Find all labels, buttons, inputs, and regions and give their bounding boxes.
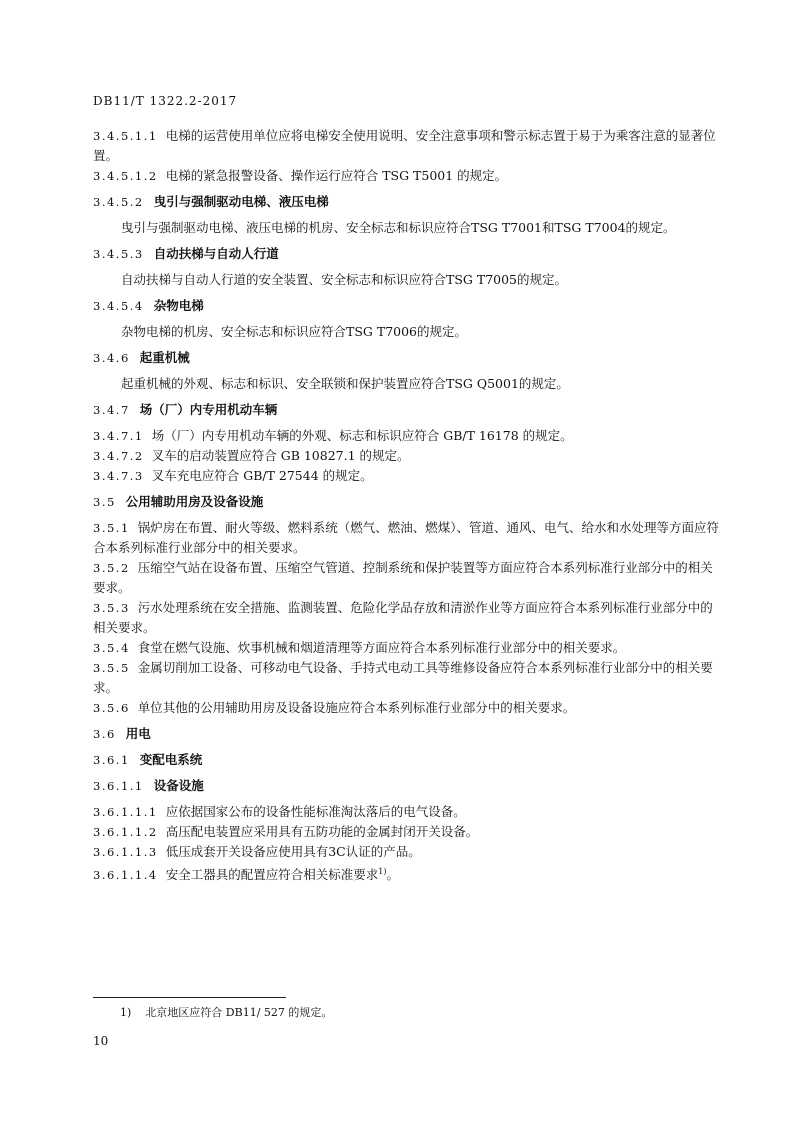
page-number: 10 [93, 1034, 109, 1048]
clause-text: 安全工器具的配置应符合相关标准要求 [165, 867, 379, 883]
footnote-divider [93, 997, 286, 998]
clause-item [93, 698, 721, 718]
paragraph: 起重机械的外观、标志和标识、安全联锁和保护装置应符合TSG Q5001的规定。 [121, 376, 569, 391]
section-number: 3.4.5.4 [93, 299, 144, 313]
clause-text: 污水处理系统在安全措施、监测装置、危险化学品存放和清淤作业等方面应符合本系列标准行业部分中的相关要求。 [93, 600, 713, 635]
clause-item [93, 466, 721, 486]
paragraph: 曳引与强制驱动电梯、液压电梯的机房、安全标志和标识应符合TSG T7001和TSG T7004的规定。 [121, 220, 676, 235]
clause-number: 3.4.7.1 [93, 429, 144, 443]
clause-item [93, 658, 721, 698]
footnote-number: 1) [120, 1006, 132, 1019]
clause-number: 3.4.7.3 [93, 469, 144, 483]
section-number: 3.4.5.3 [93, 247, 144, 261]
clause-item [93, 598, 721, 638]
clause-text: 应依据国家公布的设备性能标准淘汰落后的电气设备。 [165, 804, 466, 819]
clause-text: 电梯的紧急报警设备、操作运行应符合 TSG T5001 的规定。 [165, 168, 508, 183]
clause-text: 低压成套开关设备应使用具有3C认证的产品。 [165, 844, 421, 859]
clause-number: 3.6.1.1.3 [93, 845, 158, 859]
section-title: 自动扶梯与自动人行道 [153, 246, 279, 261]
clause-text: 叉车的启动装置应符合 GB 10827.1 的规定。 [151, 448, 410, 463]
clause-text: 压缩空气站在设备布置、压缩空气管道、控制系统和保护装置等方面应符合本系列标准行业部分中的相关要求。 [93, 560, 713, 595]
paragraph: 杂物电梯的机房、安全标志和标识应符合TSG T7006的规定。 [121, 324, 468, 339]
clause-number: 3.5.6 [93, 701, 130, 715]
clause-item [93, 518, 721, 558]
section-heading [93, 400, 721, 420]
clause-number: 3.4.5.1.2 [93, 169, 158, 183]
clause-text: 高压配电装置应采用具有五防功能的金属封闭开关设备。 [165, 824, 479, 839]
clause-item [93, 446, 721, 466]
clause-number: 3.4.7.2 [93, 449, 144, 463]
section-heading [93, 776, 721, 796]
footnote-reference: 1) [378, 867, 387, 876]
clause-text: 锅炉房在布置、耐火等级、燃料系统（燃气、燃油、燃煤）、管道、通风、电气、给水和水处理等方面应符合本系列标准行业部分中的相关要求。 [93, 520, 720, 555]
clause-number: 3.5.2 [93, 561, 130, 575]
clause-item [93, 802, 721, 822]
section-heading [93, 724, 721, 744]
section-heading [93, 192, 721, 212]
clause-number: 3.4.5.1.1 [93, 129, 158, 143]
clause-item [93, 126, 721, 166]
clause-number: 3.5.1 [93, 521, 130, 535]
section-number: 3.5 [93, 495, 116, 509]
section-title: 变配电系统 [139, 752, 203, 767]
section-heading [93, 296, 721, 316]
clause-number: 3.5.3 [93, 601, 130, 615]
footnote [120, 1004, 332, 1020]
clause-text: 金属切削加工设备、可移动电气设备、手持式电动工具等维修设备应符合本系列标准行业部分中的相关要求。 [93, 660, 713, 695]
section-title: 起重机械 [139, 350, 190, 365]
clause-text: 场（厂）内专用机动车辆的外观、标志和标识应符合 GB/T 16178 的规定。 [151, 428, 573, 443]
section-number: 3.4.5.2 [93, 195, 144, 209]
clause-text: 单位其他的公用辅助用房及设备设施应符合本系列标准行业部分中的相关要求。 [137, 700, 576, 715]
clause-item [93, 822, 721, 842]
section-number: 3.4.7 [93, 403, 130, 417]
section-number: 3.6.1.1 [93, 779, 144, 793]
clause-number: 3.6.1.1.4 [93, 868, 158, 883]
clause-item [93, 558, 721, 598]
section-number: 3.4.6 [93, 351, 130, 365]
section-title: 公用辅助用房及设备设施 [125, 494, 264, 509]
clause-item [93, 166, 721, 186]
section-title: 场（厂）内专用机动车辆 [139, 402, 278, 417]
clause-number: 3.6.1.1.1 [93, 805, 158, 819]
section-title: 曳引与强制驱动电梯、液压电梯 [153, 194, 329, 209]
clause-text: 食堂在燃气设施、炊事机械和烟道清理等方面应符合本系列标准行业部分中的相关要求。 [137, 640, 626, 655]
section-title: 用电 [125, 726, 151, 741]
clause-item [93, 426, 721, 446]
clause-text: 叉车充电应符合 GB/T 27544 的规定。 [151, 468, 373, 483]
section-number: 3.6 [93, 727, 116, 741]
section-title: 杂物电梯 [153, 298, 204, 313]
footnote-text: 北京地区应符合 DB11/ 527 的规定。 [145, 1006, 333, 1019]
clause-text-tail: 。 [386, 867, 399, 883]
clause-text: 电梯的运营使用单位应将电梯安全使用说明、安全注意事项和警示标志置于易于为乘客注意的显著位置。 [93, 128, 716, 163]
document-body [93, 126, 721, 885]
clause-number: 3.6.1.1.2 [93, 825, 158, 839]
clause-number: 3.5.4 [93, 641, 130, 655]
section-title: 设备设施 [153, 778, 204, 793]
section-heading [93, 492, 721, 512]
section-number: 3.6.1 [93, 753, 130, 767]
clause-number: 3.5.5 [93, 661, 130, 675]
section-heading [93, 348, 721, 368]
clause-item [93, 842, 721, 862]
clause-item [93, 638, 721, 658]
section-heading [93, 244, 721, 264]
document-code-header: DB11/T 1322.2-2017 [93, 94, 238, 108]
section-heading [93, 750, 721, 770]
clause-item [93, 862, 721, 885]
paragraph: 自动扶梯与自动人行道的安全装置、安全标志和标识应符合TSG T7005的规定。 [121, 272, 568, 287]
